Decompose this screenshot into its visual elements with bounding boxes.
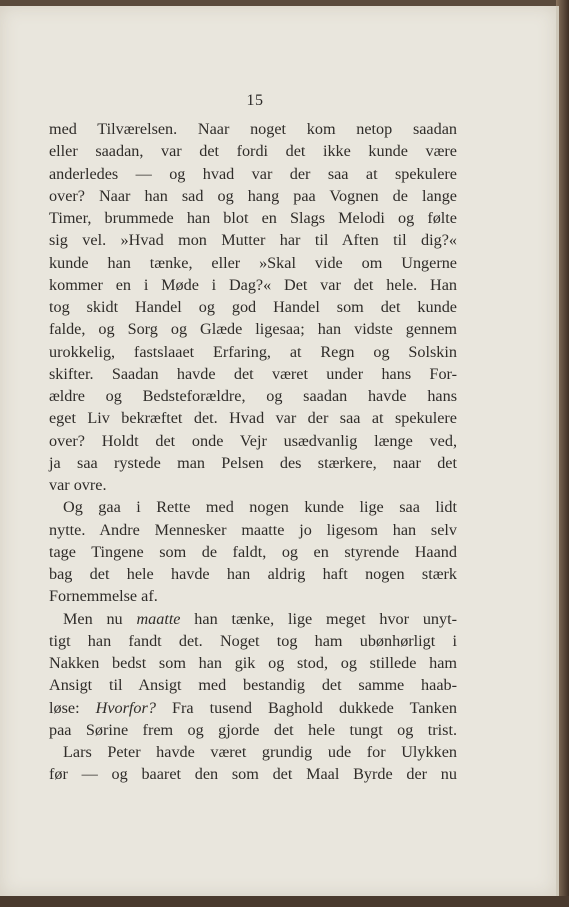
- text-line: Lars Peter havde været grundig ude for Ulykken: [63, 743, 457, 761]
- text-line: Ansigt til Ansigt med bestandig det samme haab-: [49, 676, 457, 695]
- page-body-text: [49, 118, 457, 786]
- text-line: med Tilværelsen. Naar noget kom netop saadan: [49, 120, 457, 138]
- text-line: Timer, brummede han blot en Slags Melodi og følte: [49, 209, 457, 227]
- text-line: var ovre.: [49, 476, 107, 494]
- scan-border: [0, 896, 569, 907]
- text-line: tage Tingene som de faldt, og en styrende Haand: [49, 542, 457, 561]
- text-line: Og gaa i Rette med nogen kunde lige saa lidt: [63, 498, 457, 517]
- text-line: Men nu maatte han tænke, lige meget hvor unyt-: [63, 609, 457, 628]
- text-line: over? Holdt det onde Vejr usædvanlig længe ved,: [49, 431, 457, 450]
- text-line: falde, og Sorg og Glæde ligesaa; han vidste gennem: [49, 320, 457, 339]
- text-line: sig vel. »Hvad mon Mutter har til Aften til dig?«: [49, 231, 457, 250]
- text-line: ældre og Bedsteforældre, og saadan havde hans: [49, 387, 457, 405]
- text-line: paa Sørine frem og gjorde det hele tungt og trist.: [49, 720, 457, 739]
- text-line: skifter. Saadan havde det været under hans For-: [49, 364, 457, 383]
- text-line: bag det hele havde han aldrig haft nogen stærk: [49, 565, 457, 583]
- text-line: kunde han tænke, eller »Skal vide om Ungerne: [49, 253, 457, 272]
- text-line: Fornemmelse af.: [49, 587, 158, 606]
- text-line: før — og baaret den som det Maal Byrde der nu: [49, 765, 457, 784]
- text-line: over? Naar han sad og hang paa Vognen de lange: [49, 186, 457, 205]
- page-number: 15: [246, 92, 264, 109]
- text-line: eget Liv bekræftet det. Hvad var der saa at spekulere: [49, 409, 457, 428]
- text-line: tog skidt Handel og god Handel som det kunde: [49, 298, 457, 316]
- text-line: urokkelig, fastslaaet Erfaring, at Regn og Solskin: [49, 342, 457, 361]
- text-line: Nakken bedst som han gik og stod, og stillede ham: [49, 654, 457, 672]
- text-line: kommer en i Møde i Dag?« Det var det hele. Han: [49, 275, 457, 294]
- text-line: anderledes — og hvad var der saa at spekulere: [49, 164, 457, 183]
- text-line: ja saa rystede man Pelsen des stærkere, naar det: [49, 453, 457, 472]
- emphasis: Hvorfor?: [95, 698, 156, 717]
- text-line: tigt han fandt det. Noget tog ham ubønhørligt i: [49, 631, 457, 650]
- text-line: nytte. Andre Mennesker maatte jo ligesom han selv: [49, 520, 457, 539]
- text-line: eller saadan, var det fordi det ikke kunde være: [49, 142, 457, 161]
- emphasis: maatte: [136, 609, 181, 628]
- text-line: løse: Hvorfor? Fra tusend Baghold dukkede Tanken: [49, 698, 457, 717]
